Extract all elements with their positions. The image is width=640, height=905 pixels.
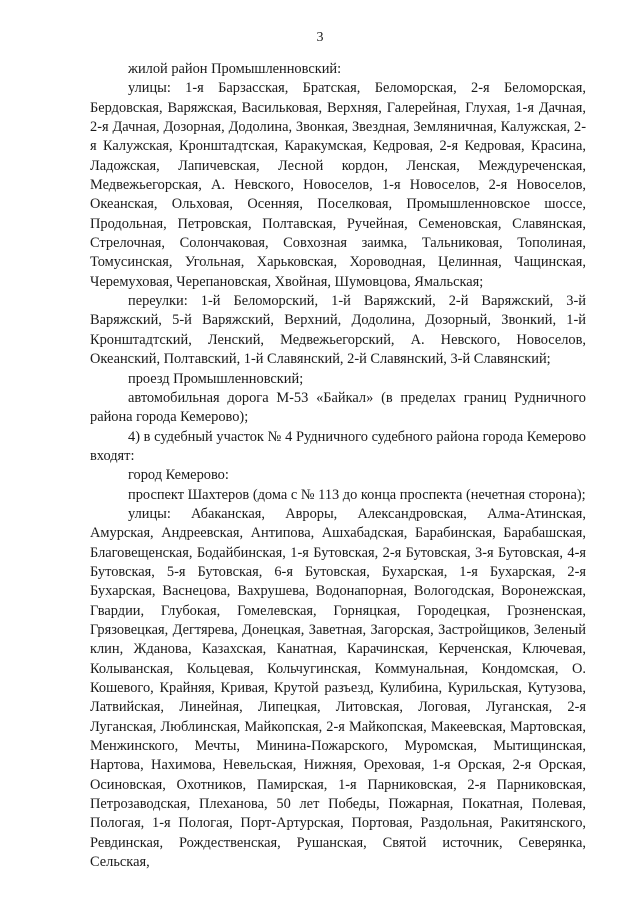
paragraph-avenue: проспект Шахтеров (дома с № 113 до конца проспекта (нечетная сторона); [128,486,586,503]
document-body [90,60,586,872]
paragraph-lanes-list: переулки: 1-й Беломорский, 1-й Варяжский, 2-й Варяжский, 3-й Варяжский, 5-й Варяжский, Верхний, Додолина, Дозорный, Звонкий, 1-й Кронштадтский, Ленский, Медвежьегорский, А. Невского, Новоселов, Океанский, Полтавский, 1-й Славянский, 2-й Славянский, 3-й Славянский; [90,293,586,368]
paragraph-district-header: жилой район Промышленновский: [128,61,342,77]
page-number: 3 [316,30,324,45]
paragraph-streets-list: улицы: 1-я Барзасская, Братская, Беломорская, 2-я Беломорская, Бердовская, Варяжская, Васильковая, Верхняя, Галерейная, Глухая, 1-я Дачная, 2-я Дачная, Дозорная, Додолина, Звонкая, Звездная, Земляничная, Калужская, 2-я Калужская, Кронштадтская, Каракумская, Кедровая, 2-я Кедровая, Красина, Ладожская, Лапичевская, Лесной кордон, Ленская, Междуреченская, Медвежьегорская, А. Невского, Новоселов, 1-я Новоселов, 2-я Новоселов, Океанская, Ольховая, Осенняя, Поселковая, Промышленновское шоссе, Продольная, Петровская, Полтавская, Ручейная, Семеновская, Славянская, Стрелочная, Солончаковая, Совхозная заимка, Тальниковая, Тополиная, Томусинская, Угольная, Харьковская, Хороводная, Целинная, Чащинская, Черемуховая, Черепановская, Хвойная, Шумовцова, Ямальская; [90,80,586,290]
paragraph-section-4-heading: 4) в судебный участок № 4 Рудничного судебного района города Кемерово входят: [90,428,586,464]
paragraph-streets-list-2: улицы: Абаканская, Авроры, Александровская, Алма-Атинская, Амурская, Андреевская, Антипова, Ашхабадская, Барабинская, Барабашская, Благовещенская, Бодайбинская, 1-я Бутовская, 2-я Бутовская, 3-я Бутовская, 4-я Бутовская, 5-я Бутовская, 6-я Бутовская, Бухарская, 1-я Бухарская, 2-я Бухарская, Васнецова, Вахрушева, Водонапорная, Вологодская, Воронежская, Гвардии, Глубокая, Гомелевская, Горняцкая, Городецкая, Грозненская, Грязовецкая, Дегтярева, Донецкая, Заветная, Загорская, Застройщиков, Зеленый клин, Жданова, Казахская, Канатная, Карачинская, Керченская, Ключевая, Колыванская, Кольцевая, Кольчугинская, Коммунальная, Кондомская, О. Кошевого, Крайняя, Кривая, Крутой разъезд, Кулибина, Курильская, Кутузова, Латвийская, Линейная, Липецкая, Литовская, Логовая, Луганская, 2-я Луганская, Люблинская, Майкопская, 2-я Майкопская, Макеевская, Мартовская, Менжинского, Мечты, Минина-Пожарского, Муромская, Мытищинская, Нартова, Нахимова, Невельская, Нижняя, Ореховая, 1-я Орская, 2-я Орская, Осиновская, Охотников, Памирская, 1-я Парниковская, 2-я Парниковская, Петрозаводская, Плеханова, 50 лет Победы, Пожарная, Покатная, Полевая, Пологая, 1-я Пологая, Порт-Артурская, Портовая, Раздольная, Ракитянского, Ревдинская, Рождественская, Рушанская, Святой источник, Северянка, Сельская, [90,505,586,871]
paragraph-city: город Кемерово: [128,467,229,484]
paragraph-highway: автомобильная дорога М-53 «Байкал» (в пределах границ Рудничного района города Кемерово); [90,389,586,426]
paragraph-passage: проезд Промышленновский; [128,370,304,387]
